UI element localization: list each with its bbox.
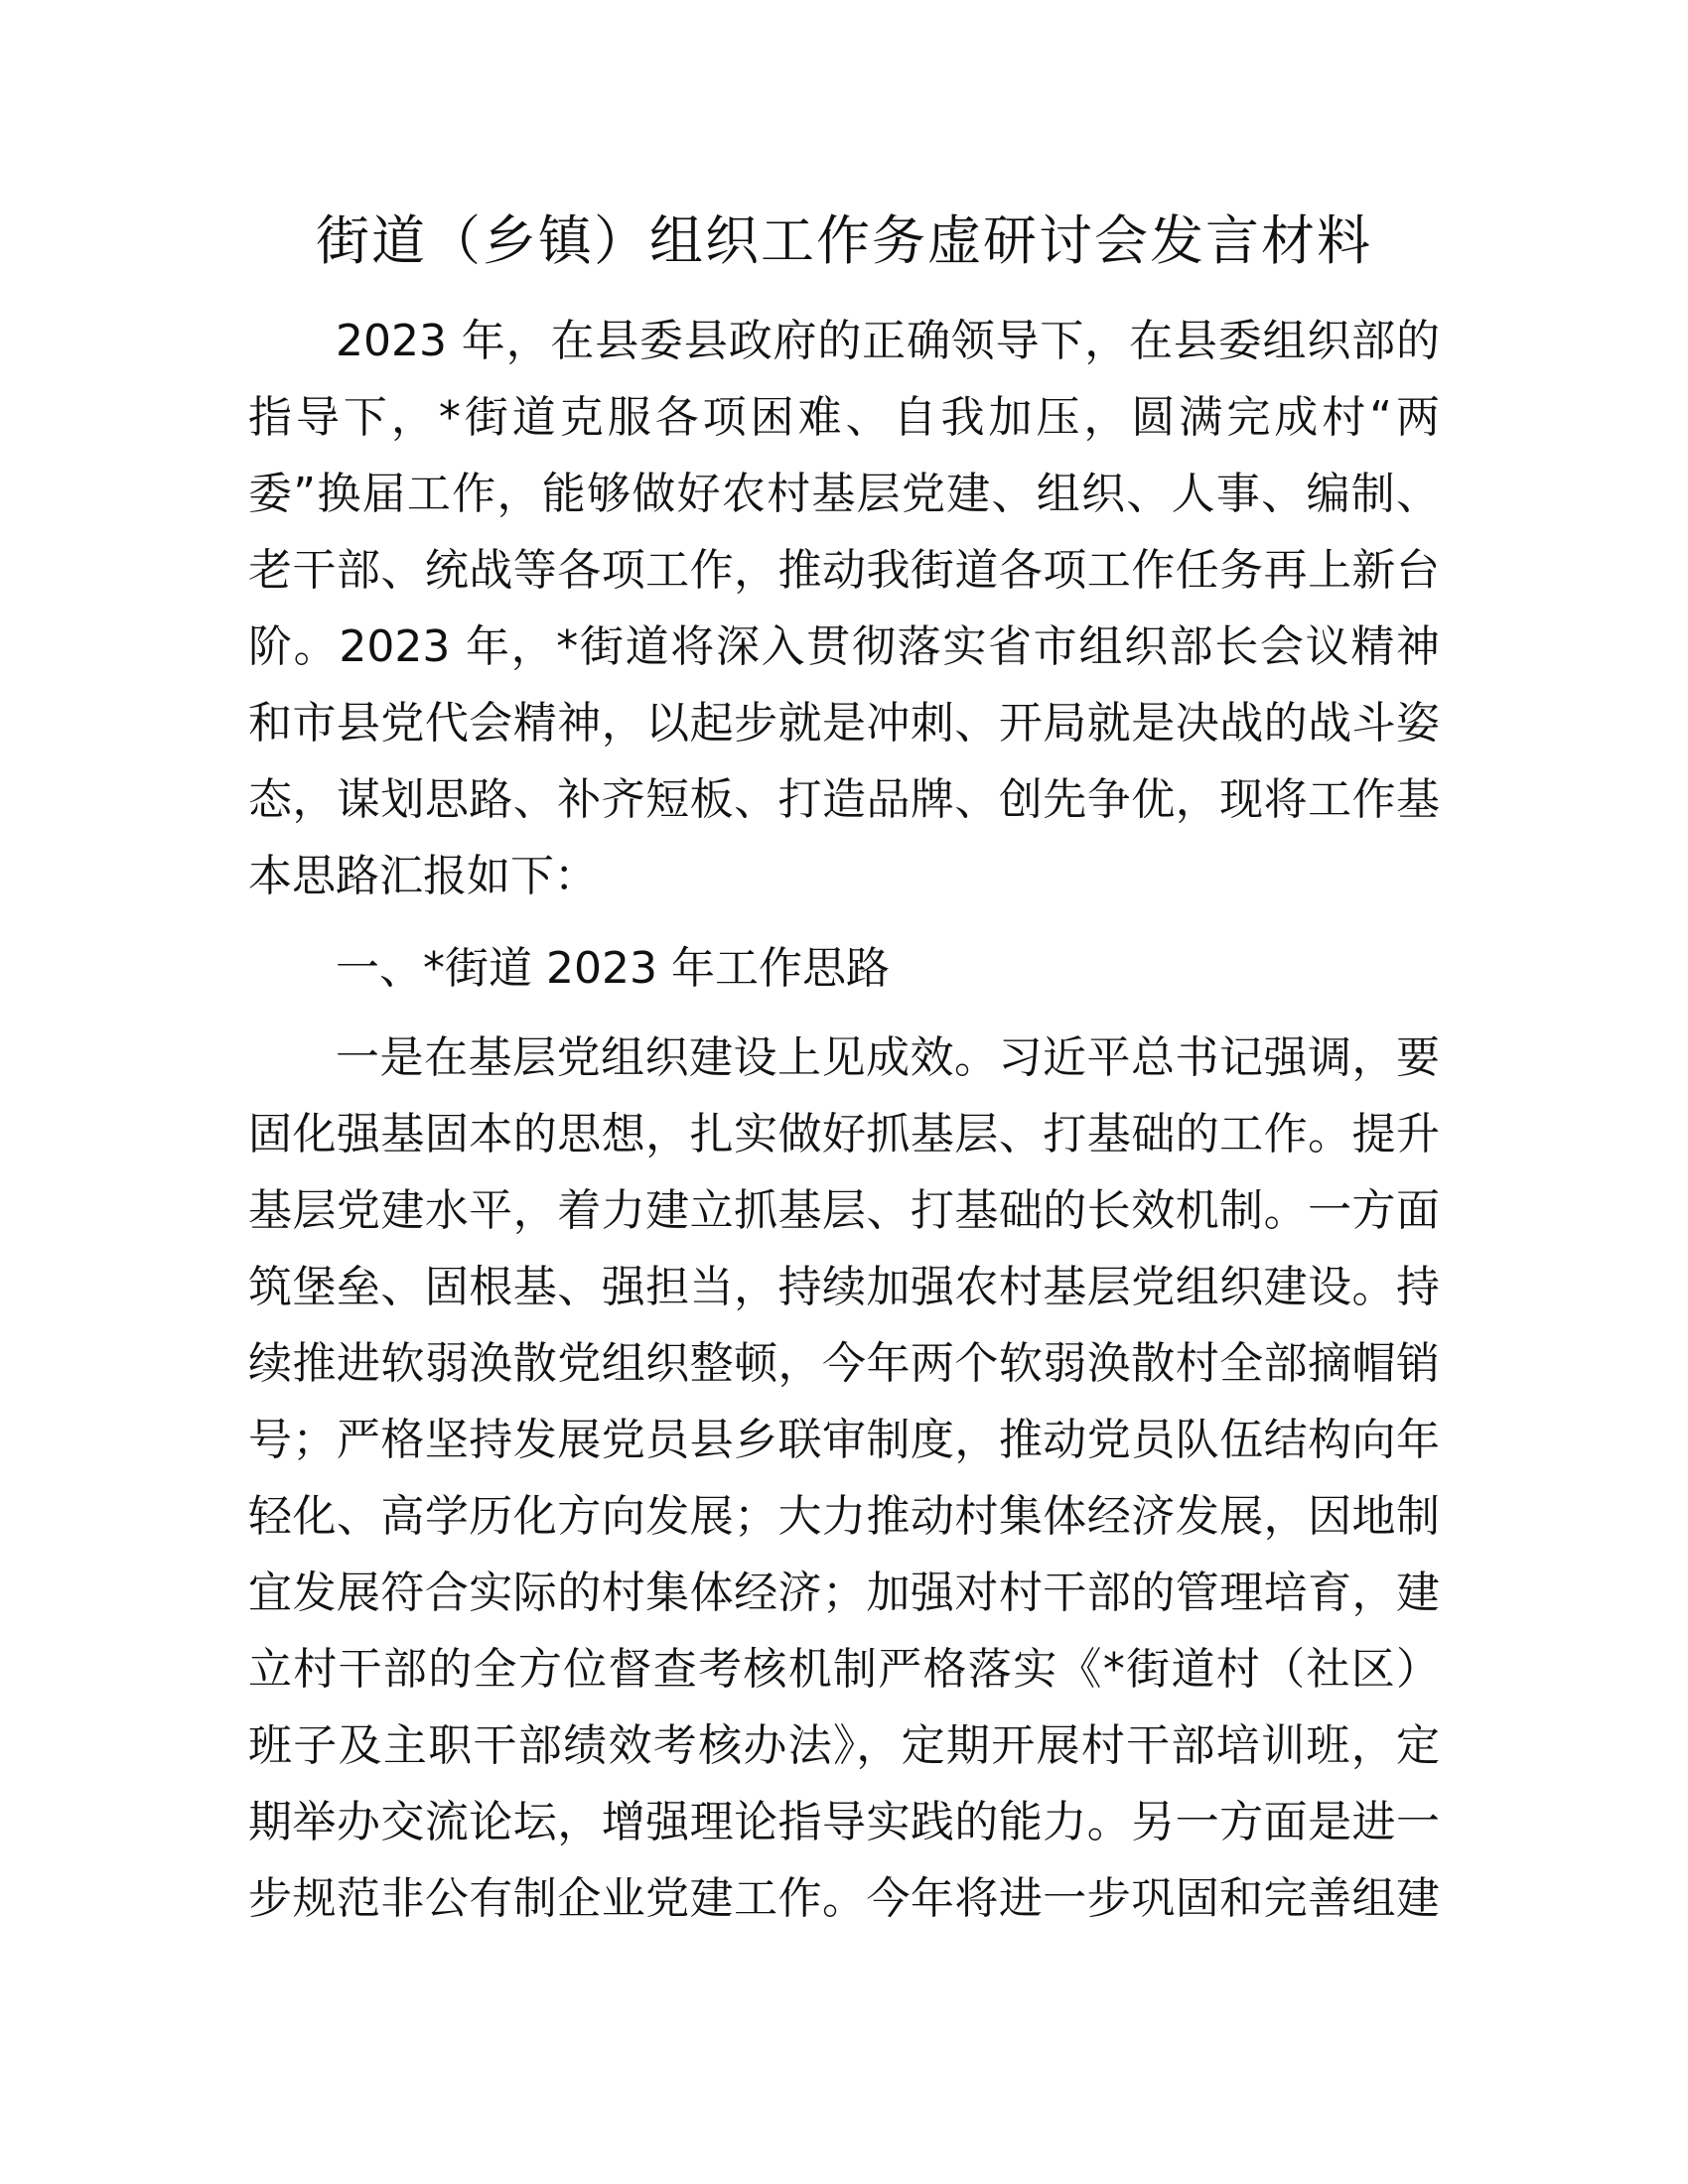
section-heading-block xyxy=(248,930,1440,1007)
body-line: 固化强基固本的思想，扎实做好抓基层、打基础的工作。提升 xyxy=(248,1109,1440,1160)
intro-line: 委”换届工作，能够做好农村基层党建、组织、人事、编制、 xyxy=(248,469,1440,519)
document-title: 街道（乡镇）组织工作务虚研讨会发言材料 xyxy=(316,209,1372,272)
intro-line: 指导下，*街道克服各项困难、自我加压，圆满完成村“两 xyxy=(248,392,1440,443)
body-line: 步规范非公有制企业党建工作。今年将进一步巩固和完善组建 xyxy=(248,1873,1440,1924)
body-line: 基层党建水平，着力建立抓基层、打基础的长效机制。一方面 xyxy=(248,1185,1440,1236)
intro-line: 阶。2023 年，*街道将深入贯彻落实省市组织部长会议精神 xyxy=(248,621,1440,672)
body-line: 号；严格坚持发展党员县乡联审制度，推动党员队伍结构向年 xyxy=(248,1415,1440,1465)
body-line: 班子及主职干部绩效考核办法》，定期开展村干部培训班，定 xyxy=(248,1720,1440,1771)
body-line: 续推进软弱涣散党组织整顿，今年两个软弱涣散村全部摘帽销 xyxy=(248,1338,1440,1389)
intro-line: 2023 年，在县委县政府的正确领导下，在县委组织部的 xyxy=(336,316,1440,366)
body-line: 期举办交流论坛，增强理论指导实践的能力。另一方面是进一 xyxy=(248,1797,1440,1847)
body-line: 立村干部的全方位督查考核机制严格落实《*街道村（社区） xyxy=(248,1644,1440,1695)
body-line: 宜发展符合实际的村集体经济；加强对村干部的管理培育，建 xyxy=(248,1568,1440,1618)
intro-line: 老干部、统战等各项工作，推动我街道各项工作任务再上新台 xyxy=(248,545,1440,596)
body-line: 筑堡垒、固根基、强担当，持续加强农村基层党组织建设。持 xyxy=(248,1262,1440,1312)
intro-line: 本思路汇报如下： xyxy=(248,851,598,901)
intro-line: 和市县党代会精神，以起步就是冲刺、开局就是决战的战斗姿 xyxy=(248,698,1440,749)
intro-paragraph xyxy=(248,303,1440,914)
body-line: 轻化、高学历化方向发展；大力推动村集体经济发展，因地制 xyxy=(248,1491,1440,1542)
body-paragraph xyxy=(248,1020,1440,1937)
section-heading: 一、*街道 2023 年工作思路 xyxy=(336,943,890,994)
intro-line: 态，谋划思路、补齐短板、打造品牌、创先争优，现将工作基 xyxy=(248,774,1440,825)
body-line: 一是在基层党组织建设上见成效。习近平总书记强调，要 xyxy=(336,1032,1440,1083)
